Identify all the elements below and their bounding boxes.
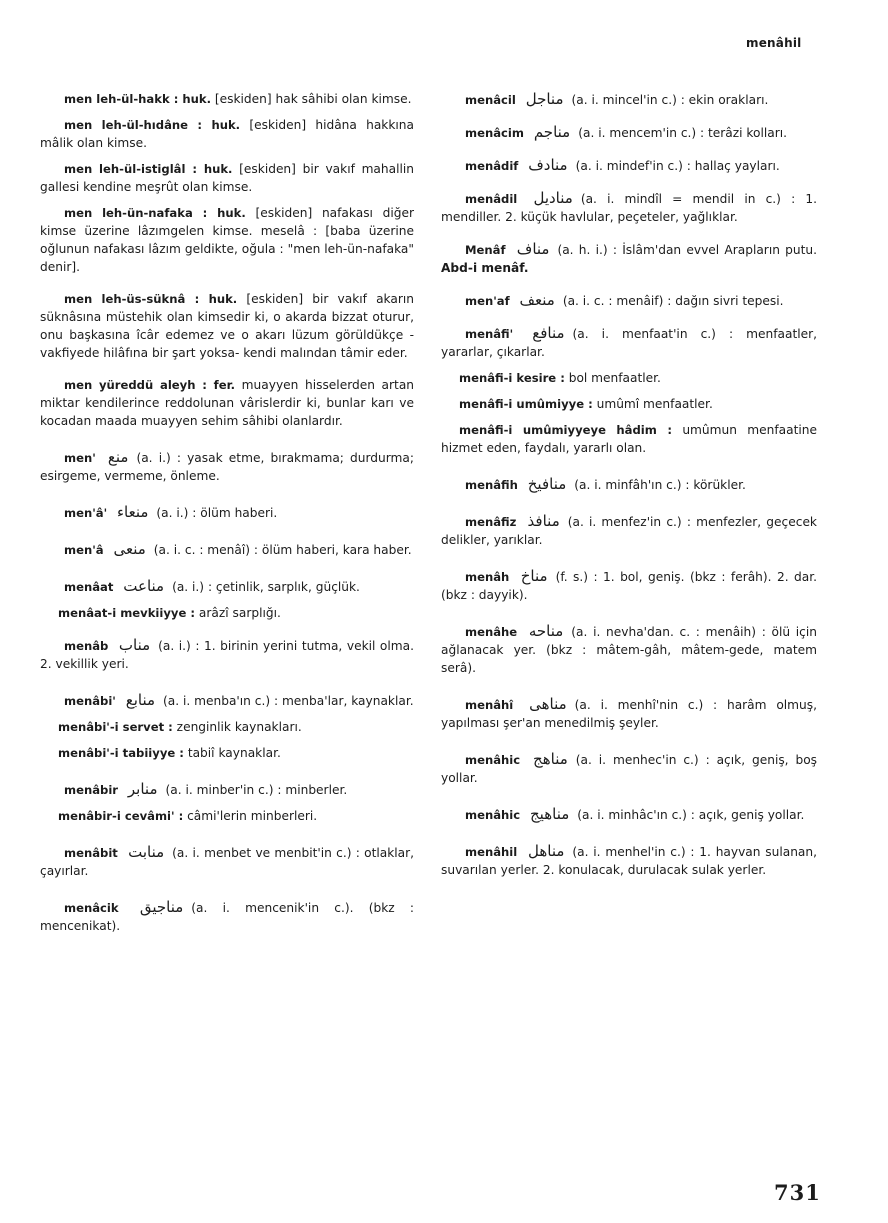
definition-text: (a. i.) : yasak etme, bırakmama; durdurma; esirgeme, vermeme, önleme. (40, 451, 415, 483)
definition-text: (a. i. mincel'in c.) : ekin orakları. (571, 93, 769, 107)
sub-entry (40, 718, 414, 736)
arabic-script: مناف (516, 240, 550, 258)
definition-text: (a. i. menhel'in c.) : 1. hayvan sulanan, suvarılan yerler. 2. konulacak, durulacak sulak yerler. (441, 845, 817, 877)
dictionary-entry (40, 780, 414, 799)
headword: men leh-ül-hakk : huk. (64, 92, 212, 106)
dictionary-entry (441, 156, 817, 175)
definition-text: (a. i. menba'ın c.) : menba'lar, kaynaklar. (163, 694, 414, 708)
sub-entry (40, 807, 414, 825)
dictionary-entry (40, 503, 414, 522)
arabic-script: مناجل (525, 90, 564, 108)
arabic-script: منافع (532, 324, 565, 342)
arabic-script: منعف (519, 291, 555, 309)
headword: menâbi'-i tabiiyye : (58, 746, 184, 760)
headword: menâbit (64, 846, 118, 860)
definition-text: (a. i. menhî'nin c.) : harâm olmuş, yapılması şer'an menedilmiş şeyler. (441, 698, 818, 730)
headword: menâat (64, 580, 114, 594)
definition-text: (a. i. minber'in c.) : minberler. (165, 783, 348, 797)
sub-entry (441, 369, 817, 387)
headword: men'â (64, 543, 104, 557)
headword: menâhil (465, 845, 518, 859)
dictionary-entry (441, 123, 817, 142)
headword: menâfi-i umûmiyyeye hâdim : (459, 423, 672, 437)
definition-text: (a. i.) : 1. birinin yerini tutma, vekil olma. 2. vekillik yeri. (40, 639, 414, 671)
headword: men leh-ül-hıdâne : huk. (64, 118, 241, 132)
dictionary-entry (40, 577, 414, 596)
arabic-script: مناهل (528, 842, 565, 860)
dictionary-entry (441, 512, 817, 549)
arabic-script: مناحه (528, 622, 564, 640)
definition-text: bol menfaatler. (568, 371, 661, 385)
dictionary-entry (40, 448, 414, 485)
headword: men yüreddü aleyh : fer. (64, 378, 236, 392)
headword: men'â' (64, 506, 108, 520)
arabic-script: منابر (127, 780, 158, 798)
headword: menâbir-i cevâmi' : (58, 809, 184, 823)
definition-text: câmi'lerin minberleri. (187, 809, 318, 823)
headword: men' (64, 451, 96, 465)
headword: menâb (64, 639, 109, 653)
headword: men leh-ün-nafaka : huk. (64, 206, 246, 220)
definition-text: [eskiden] bir vakıf mahallin gallesi kendine meşrût olan kimse. (40, 162, 414, 194)
definition-text: (a. i. menfez'in c.) : menfezler, geçecek delikler, yarıklar. (441, 515, 817, 547)
headword: menâhe (465, 625, 518, 639)
dictionary-entry (441, 622, 817, 677)
definition-text: (a. i. c. : menâî) : ölüm haberi, kara haber. (153, 543, 412, 557)
definition-tail: Abd-i menâf. (441, 261, 529, 275)
arabic-script: مناهيج (530, 805, 570, 823)
arabic-script: منافيخ (527, 475, 567, 493)
headword: menâfi-i umûmiyye : (459, 397, 593, 411)
definition-text: (a. i. c. : menâif) : dağın sivri tepesi. (562, 294, 784, 308)
headword: menâdif (465, 159, 519, 173)
dictionary-entry (441, 189, 817, 226)
definition-text: [eskiden] bir vakıf akarın süknâsına müstehik olan kimsedir ki, o akarda bizzat oturur, onu başkasına îcâr edemez ve o akarı lüzum görüldükçe - vakfiyede hilâfına bir şart yoksa- kendi malından tâmir eder. (40, 292, 414, 360)
definition-text: muayyen hisselerden artan miktar kendilerince reddolunan vârislerdir ki, bunlar karı ve kocadan maada muayyen sehim sâhibi olanlardır. (40, 378, 415, 428)
definition-text: (a. i. mencenik'in c.). (bkz : mencenikat). (40, 901, 415, 933)
dictionary-entry (441, 750, 817, 787)
definition-text: [eskiden] hidâna hakkına mâlik olan kimse. (40, 118, 414, 150)
headword: men leh-ül-istiglâl : huk. (64, 162, 233, 176)
dictionary-entry (441, 475, 817, 494)
headword: men leh-üs-süknâ : huk. (64, 292, 238, 306)
headword: menâhic (465, 753, 521, 767)
sub-entry (40, 604, 414, 622)
arabic-script: منابت (128, 843, 165, 861)
definition-text: (a. i. minhâc'ın c.) : açık, geniş yollar. (577, 808, 805, 822)
headword: menâbir (64, 783, 119, 797)
definition-text: (a. i. minfâh'ın c.) : körükler. (574, 478, 746, 492)
arabic-script: مناجم (533, 123, 571, 141)
dictionary-entry (40, 204, 414, 276)
definition-text: [eskiden] nafakası diğer kimse üzerine lâzımgelen kimse. meselâ : [baba üzerine oğlunun nafakası lâzım geldikte, oğula : "men leh-ün-nafaka" denir]. (40, 206, 415, 274)
arabic-script: مناب (118, 636, 151, 654)
arabic-script: منعاء (117, 503, 149, 521)
definition-text: (a. i.) : çetinlik, sarplık, güçlük. (172, 580, 360, 594)
dictionary-entry (40, 376, 414, 430)
dictionary-entry (40, 290, 414, 362)
headword: menâhî (465, 698, 514, 712)
dictionary-entry (441, 695, 817, 732)
definition-text: (a. i. mindîl = mendil in c.) : 1. mendiller. 2. küçük havlular, peçeteler, yağlıklar. (441, 192, 817, 224)
headword: Menâf (465, 243, 506, 257)
dictionary-entry (40, 540, 414, 559)
headword: menâbi'-i servet : (58, 720, 173, 734)
sub-entry (40, 744, 414, 762)
definition-text: (a. h. i.) : İslâm'dan evvel Arapların putu. (557, 243, 817, 257)
dictionary-entry (40, 116, 414, 152)
headword: menâcil (465, 93, 516, 107)
headword: menâfi-i kesire : (459, 371, 565, 385)
definition-text: umûmî menfaatler. (596, 397, 713, 411)
arabic-script: مناهى (529, 695, 567, 713)
dictionary-entry (40, 691, 414, 710)
arabic-script: منادف (528, 156, 568, 174)
arabic-script: مناخ (520, 567, 548, 585)
arabic-script: مناعت (123, 577, 165, 595)
headword: menâhic (465, 808, 521, 822)
definition-text: tabiî kaynaklar. (187, 746, 281, 760)
headword: menâfiz (465, 515, 517, 529)
sub-entry (441, 421, 817, 457)
dictionary-entry (40, 843, 414, 880)
arabic-script: مناجيق (139, 898, 184, 916)
headword: menâcik (64, 901, 119, 915)
definition-text: arâzî sarplığı. (198, 606, 281, 620)
dictionary-entry (441, 240, 817, 277)
definition-text: (a. i. mencem'in c.) : terâzi kolları. (578, 126, 788, 140)
headword: men'af (465, 294, 510, 308)
headword: menâdil (465, 192, 518, 206)
arabic-script: منابع (125, 691, 156, 709)
definition-text: (a. i. menbet ve menbit'in c.) : otlaklar, çayırlar. (40, 846, 415, 878)
arabic-script: مناهج (533, 750, 568, 768)
definition-text: (a. i. nevha'dan. c. : menâih) : ölü için ağlanacak yer. (bkz : mâtem-gâh, mâtem-gede, matem serâ). (441, 625, 817, 675)
sub-entry (441, 395, 817, 413)
dictionary-entry (441, 805, 817, 824)
definition-text: (a. i. menfaat'in c.) : menfaatler, yararlar, çıkarlar. (441, 327, 817, 359)
headword: menâat-i mevkiiyye : (58, 606, 196, 620)
running-head: menâhil (746, 36, 802, 50)
dictionary-entry (441, 842, 817, 879)
dictionary-entry (441, 567, 817, 604)
headword: menâbi' (64, 694, 116, 708)
headword: menâfi' (465, 327, 514, 341)
dictionary-entry (441, 90, 817, 109)
definition-text: (a. i.) : ölüm haberi. (156, 506, 278, 520)
page-number: 731 (774, 1180, 821, 1205)
arabic-script: منع (107, 448, 129, 466)
right-column (441, 90, 817, 879)
definition-text: umûmun menfaatine hizmet eden, faydalı, yararlı olan. (441, 423, 817, 455)
arabic-script: مناديل (533, 189, 573, 207)
dictionary-entry (40, 160, 414, 196)
arabic-script: منافذ (527, 512, 560, 530)
dictionary-entry (40, 898, 414, 935)
definition-text: zenginlik kaynakları. (176, 720, 302, 734)
dictionary-entry (40, 90, 414, 108)
arabic-script: منعى (113, 540, 146, 558)
dictionary-entry (441, 324, 817, 361)
headword: menâh (465, 570, 510, 584)
dictionary-entry (40, 636, 414, 673)
dictionary-entry (441, 291, 817, 310)
definition-text: (a. i. menhec'in c.) : açık, geniş, boş yollar. (441, 753, 818, 785)
headword: menâfih (465, 478, 518, 492)
left-column (40, 90, 414, 935)
definition-text: [eskiden] hak sâhibi olan kimse. (214, 92, 412, 106)
definition-text: (f. s.) : 1. bol, geniş. (bkz : ferâh). 2. dar. (bkz : dayyik). (441, 570, 818, 602)
definition-text: (a. i. mindef'in c.) : hallaç yayları. (575, 159, 780, 173)
headword: menâcim (465, 126, 524, 140)
